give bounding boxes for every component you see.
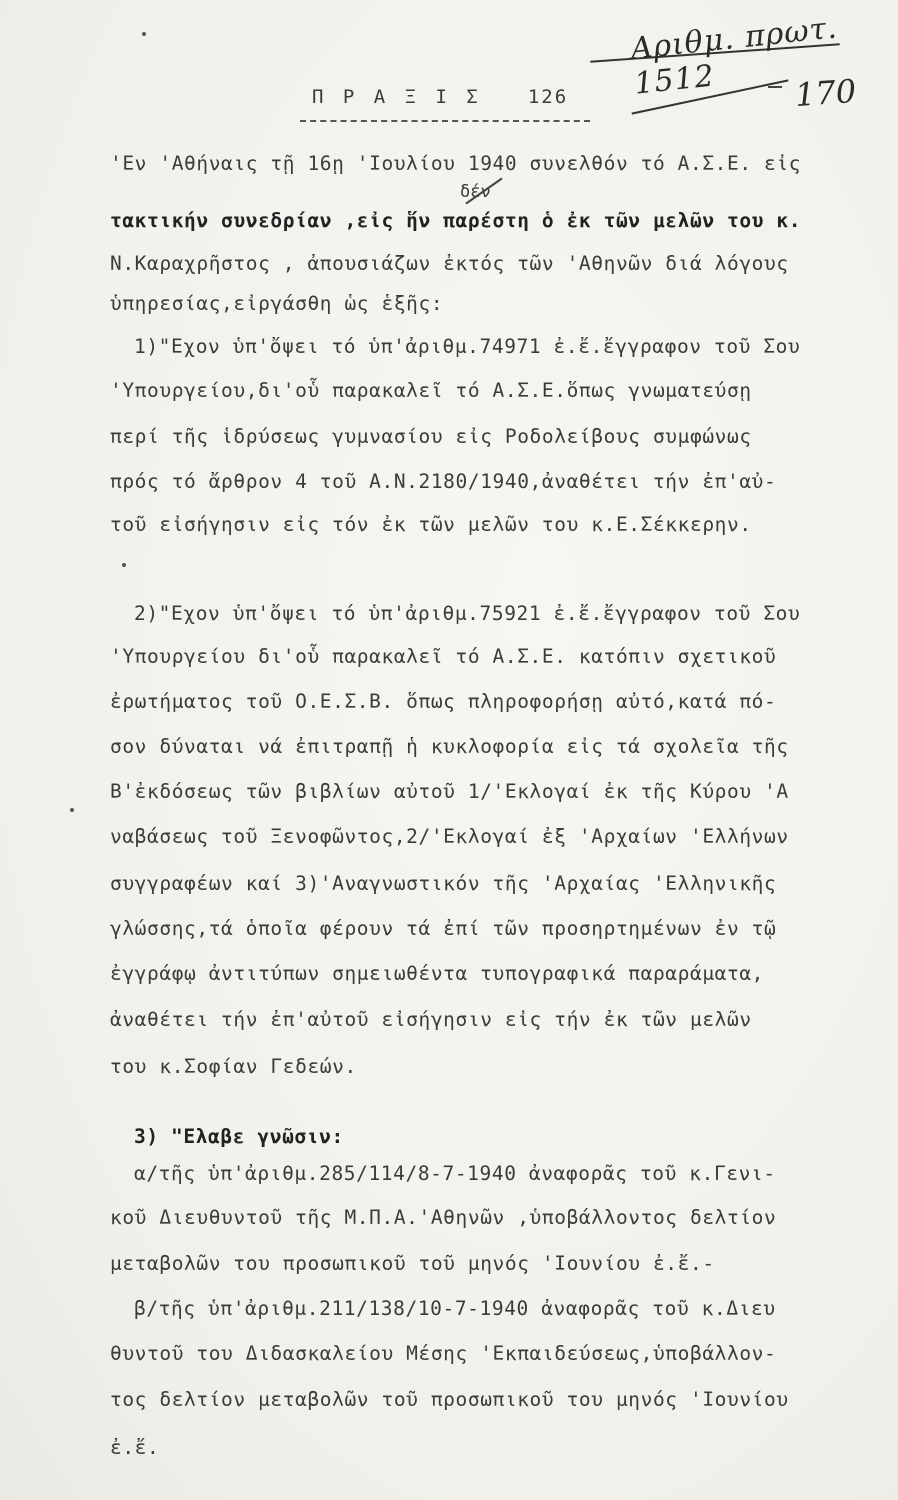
text-line: ἀναθέτει τήν ἐπ'αὐτοῦ εἰσήγησιν εἰς τήν ἐκ τῶν μελῶν xyxy=(110,1008,752,1031)
handwritten-insertion: δέν xyxy=(460,182,491,202)
text-line: ἐγγράφῳ ἀντιτύπων σημειωθέντα τυπογραφικά παραράματα, xyxy=(110,962,765,985)
text-line: 'Εν 'Αθήναις τῇ 16ῃ 'Ιουλίου 1940 συνελθόν τό Α.Σ.Ε. εἰς xyxy=(110,152,802,175)
text-line: β/τῆς ὑπ'ἀριθμ.211/138/10-7-1940 ἀναφορᾶς τοῦ κ.Διευ xyxy=(134,1297,776,1320)
text-line-content: 3) "Ελαβε γνῶσιν: xyxy=(134,1125,344,1148)
text-line: ἐρωτήματος τοῦ Ο.Ε.Σ.Β. ὅπως πληροφορήσῃ αὐτό,κατά πό- xyxy=(110,690,777,713)
text-line: Ν.Καραχρῆστος , ἀπουσιάζων ἐκτός τῶν 'Αθηνῶν διά λόγους xyxy=(110,252,789,275)
text-line: κοῦ Διευθυντοῦ τῆς Μ.Π.Α.'Αθηνῶν ,ὑποβάλλοντος δελτίον xyxy=(110,1206,777,1229)
text-line xyxy=(134,1125,344,1148)
text-line: θυντοῦ του Διδασκαλείου Μέσης 'Εκπαιδεύσεως,ὑποβάλλον- xyxy=(110,1342,777,1365)
text-line: μεταβολῶν του προσωπικοῦ τοῦ μηνός 'Ιουνίου ἐ.ἔ.- xyxy=(110,1252,715,1275)
text-line: του κ.Σοφίαν Γεδεών. xyxy=(110,1055,357,1078)
text-line: ὑπηρεσίας,εἰργάσθη ὡς ἑξῆς: xyxy=(110,292,444,315)
title-underline xyxy=(300,120,590,122)
text-line: 1)"Εχον ὑπ'ὄψει τό ὑπ'ἀριθμ.74971 ἐ.ἔ.ἔγγραφον τοῦ Σου xyxy=(134,335,801,358)
handwritten-page-number: 170 xyxy=(793,71,858,115)
margin-mark xyxy=(70,808,74,812)
text-line: πρός τό ἄρθρον 4 τοῦ Α.Ν.2180/1940,ἀναθέτει τήν ἐπ'αὐ- xyxy=(110,470,777,493)
text-line: 2)"Εχον ὑπ'ὄψει τό ὑπ'ἀριθμ.75921 ἐ.ἔ.ἔγγραφον τοῦ Σου xyxy=(134,602,801,625)
text-line: Β'ἐκδόσεως τῶν βιβλίων αὐτοῦ 1/'Εκλογαί ἐκ τῆς Κύρου 'Α xyxy=(110,780,789,803)
text-line: τοῦ εἰσήγησιν εἰς τόν ἐκ τῶν μελῶν του κ.Ε.Σέκκερην. xyxy=(110,513,752,536)
text-line: περί τῆς ἱδρύσεως γυμνασίου εἰς Ροδολείβους συμφώνως xyxy=(110,425,752,448)
text-line xyxy=(110,209,801,232)
text-line: 'Υπουργείου δι'οὗ παρακαλεῖ τό Α.Σ.Ε. κατόπιν σχετικοῦ xyxy=(110,645,777,668)
text-line: τος δελτίον μεταβολῶν τοῦ προσωπικοῦ του μηνός 'Ιουνίου xyxy=(110,1388,789,1411)
text-line: ναβάσεως τοῦ Ξενοφῶντος,2/'Εκλογαί ἐξ 'Αρχαίων 'Ελλήνων xyxy=(110,825,789,848)
title-number: 126 xyxy=(527,86,569,108)
text-line: γλώσσης,τά ὁποῖα φέρουν τά ἐπί τῶν προσηρτημένων ἐν τῷ xyxy=(110,917,777,940)
text-line: α/τῆς ὑπ'ἀριθμ.285/114/8-7-1940 ἀναφορᾶς τοῦ κ.Γενι- xyxy=(134,1162,776,1185)
text-line: σον δύναται νά ἐπιτραπῇ ἡ κυκλοφορία εἰς τά σχολεῖα τῆς xyxy=(110,735,789,758)
text-line: ἐ.ἔ. xyxy=(110,1436,160,1459)
title-label: Π Ρ Α Ξ Ι Σ xyxy=(312,86,482,108)
margin-mark xyxy=(122,563,126,567)
text-line-content: τακτικήν συνεδρίαν ,εἰς ἥν παρέστη ὁ ἐκ τῶν μελῶν του κ. xyxy=(110,209,802,232)
document-title xyxy=(312,86,568,108)
handwritten-tick xyxy=(768,86,782,88)
text-line: 'Υπουργείου,δι'οὗ παρακαλεῖ τό Α.Σ.Ε.ὅπως γνωματεύσῃ xyxy=(110,379,752,402)
text-line: συγγραφέων καί 3)'Αναγνωστικόν τῆς 'Αρχαίας 'Ελληνικῆς xyxy=(110,872,777,895)
handwritten-reference: Αριθμ. πρωτ. 1512 xyxy=(629,10,840,102)
margin-mark xyxy=(142,32,146,36)
